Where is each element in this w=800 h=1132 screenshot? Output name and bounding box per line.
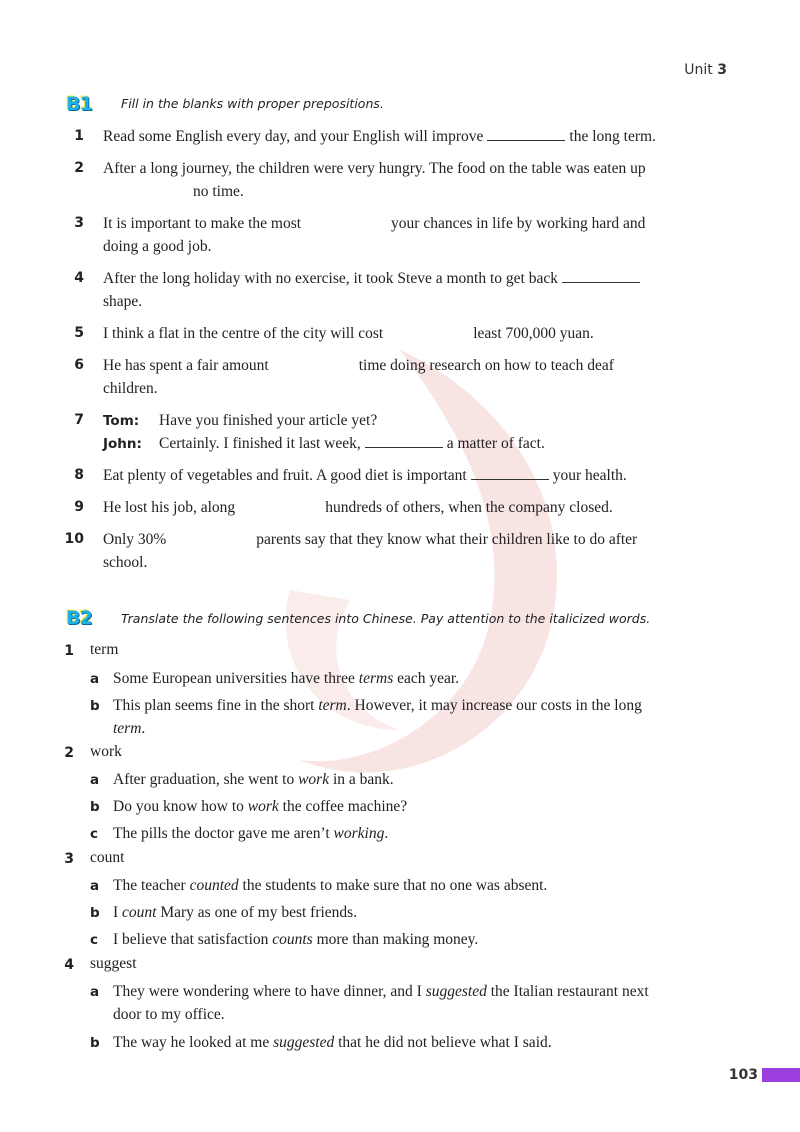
b1-item-5 <box>103 322 594 345</box>
b2-item <box>113 667 459 690</box>
b2-group-word: work <box>90 743 122 760</box>
answer-blank[interactable] <box>562 269 640 283</box>
item-text: He lost his job, along <box>103 499 236 516</box>
b1-item-6 <box>103 354 614 377</box>
b2-group-number: 2 <box>64 745 74 761</box>
b2-badge: B2 <box>66 607 92 629</box>
speaker-label: John: <box>103 436 142 452</box>
page-color-bar <box>762 1068 800 1082</box>
b2-item-letter: b <box>90 799 100 815</box>
page-number: 103 <box>728 1067 758 1083</box>
b2-item <box>113 822 388 845</box>
b1-item-number: 7 <box>74 412 84 428</box>
b2-group-number: 1 <box>64 643 74 659</box>
b2-item <box>113 795 407 818</box>
watermark-logo <box>150 330 630 810</box>
b1-item-number: 3 <box>74 215 84 231</box>
item-text: The way he looked at me <box>113 1034 274 1051</box>
b2-item-letter: a <box>90 671 100 687</box>
item-text: Only 30% <box>103 531 167 548</box>
b2-item <box>113 694 642 717</box>
item-text: parents say that they know what their children like to do after <box>256 531 638 548</box>
italic-word: counted <box>189 877 239 894</box>
item-text: . However, it may increase our costs in the long <box>346 697 642 714</box>
item-text: time doing research on how to teach deaf <box>358 357 614 374</box>
item-text: Eat plenty of vegetables and fruit. A good diet is important <box>103 467 467 484</box>
b2-item-letter: c <box>90 932 99 948</box>
item-text: the students to make sure that no one was absent. <box>238 877 548 894</box>
b1-item-4 <box>103 267 644 290</box>
b1-item-10-line2: school. <box>103 554 148 571</box>
item-text: . <box>384 825 389 842</box>
item-text: Do you know how to <box>113 798 248 815</box>
b1-item-number: 10 <box>64 531 84 547</box>
b2-group-number: 3 <box>64 851 74 867</box>
b1-item-3-line2: doing a good job. <box>103 238 212 255</box>
b1-item-6-line2: children. <box>103 380 158 397</box>
b1-item-2-line2 <box>103 180 244 203</box>
b1-item-9 <box>103 496 613 519</box>
b1-item-10 <box>103 528 637 551</box>
item-text: your chances in life by working hard and <box>391 215 646 232</box>
b2-item <box>113 901 357 924</box>
b1-item-number: 9 <box>74 499 84 515</box>
italic-word: suggested <box>425 983 487 1000</box>
italic-word: suggested <box>273 1034 335 1051</box>
b1-item-3 <box>103 212 645 235</box>
b2-group-word: count <box>90 849 125 866</box>
italic-word: working <box>333 825 385 842</box>
item-text: hundreds of others, when the company closed. <box>325 499 613 516</box>
item-text: After the long holiday with no exercise, it took Steve a month to get back <box>103 270 558 287</box>
b1-item-7-john <box>103 432 545 456</box>
italic-word: work <box>247 798 279 815</box>
italic-word: term <box>113 720 142 737</box>
b1-item-number: 2 <box>74 160 84 176</box>
b1-item-number: 4 <box>74 270 84 286</box>
unit-header <box>684 62 727 78</box>
item-text: Have you finished your article yet? <box>159 412 378 429</box>
item-text: no time. <box>193 183 244 200</box>
italic-word: count <box>122 904 157 921</box>
b1-item-number: 8 <box>74 467 84 483</box>
item-text: your health. <box>552 467 627 484</box>
answer-blank[interactable] <box>471 466 549 480</box>
b2-instruction: Translate the following sentences into Chinese. Pay attention to the italicized words. <box>121 611 651 626</box>
item-text: I <box>113 904 123 921</box>
b2-item-letter: a <box>90 984 100 1000</box>
b2-item-letter: a <box>90 772 100 788</box>
item-text: Certainly. I finished it last week, <box>159 435 361 452</box>
b2-item-letter: b <box>90 1035 100 1051</box>
unit-number: 3 <box>717 62 727 78</box>
b2-item <box>113 874 547 897</box>
item-text: the long term. <box>569 128 656 145</box>
item-text: a matter of fact. <box>446 435 545 452</box>
b1-badge: B1 <box>66 93 92 115</box>
italic-word: work <box>298 771 330 788</box>
item-text: The teacher <box>113 877 190 894</box>
item-text: The pills the doctor gave me aren’t <box>113 825 334 842</box>
b1-item-number: 5 <box>74 325 84 341</box>
b2-item <box>113 928 478 951</box>
item-text: After graduation, she went to <box>113 771 299 788</box>
item-text: in a bank. <box>329 771 394 788</box>
b2-item-letter: b <box>90 698 100 714</box>
answer-blank[interactable] <box>365 434 443 448</box>
item-text: Mary as one of my best friends. <box>156 904 358 921</box>
item-text: Some European universities have three <box>113 670 359 687</box>
item-text: the Italian restaurant next <box>486 983 649 1000</box>
b1-item-2: After a long journey, the children were very hungry. The food on the table was eaten up <box>103 160 646 177</box>
unit-label: Unit <box>684 62 713 78</box>
item-text: It is important to make the most <box>103 215 302 232</box>
b1-item-4-line2: shape. <box>103 293 143 310</box>
speaker-label: Tom: <box>103 413 140 429</box>
b2-group-word: suggest <box>90 955 137 972</box>
b2-item-letter: a <box>90 878 100 894</box>
italic-word: terms <box>358 670 394 687</box>
item-text: He has spent a fair amount <box>103 357 269 374</box>
item-text: that he did not believe what I said. <box>334 1034 552 1051</box>
b1-item-7-tom <box>103 409 377 433</box>
b1-instruction: Fill in the blanks with proper prepositions. <box>121 96 384 111</box>
item-text: I think a flat in the centre of the city will cost <box>103 325 384 342</box>
b2-item <box>113 980 649 1003</box>
b2-item <box>113 1031 552 1054</box>
item-text: This plan seems fine in the short <box>113 697 319 714</box>
b2-item <box>113 768 394 791</box>
item-text: They were wondering where to have dinner, and I <box>113 983 426 1000</box>
item-text: least 700,000 yuan. <box>473 325 594 342</box>
b2-item-line2 <box>113 717 145 740</box>
item-text: . <box>141 720 146 737</box>
b2-item-letter: b <box>90 905 100 921</box>
b2-group-number: 4 <box>64 957 74 973</box>
item-text: each year. <box>393 670 460 687</box>
item-text: more than making money. <box>312 931 479 948</box>
b2-group-word: term <box>90 641 119 658</box>
b2-item-letter: c <box>90 826 99 842</box>
item-text: the coffee machine? <box>278 798 408 815</box>
b1-item-number: 6 <box>74 357 84 373</box>
answer-blank[interactable] <box>487 127 565 141</box>
b1-item-1 <box>103 125 656 148</box>
b1-item-number: 1 <box>74 128 84 144</box>
b1-item-8 <box>103 464 627 487</box>
item-text: I believe that satisfaction <box>113 931 273 948</box>
b2-item-line2: door to my office. <box>113 1006 225 1023</box>
item-text: Read some English every day, and your English will improve <box>103 128 484 145</box>
italic-word: term <box>318 697 347 714</box>
italic-word: counts <box>272 931 313 948</box>
